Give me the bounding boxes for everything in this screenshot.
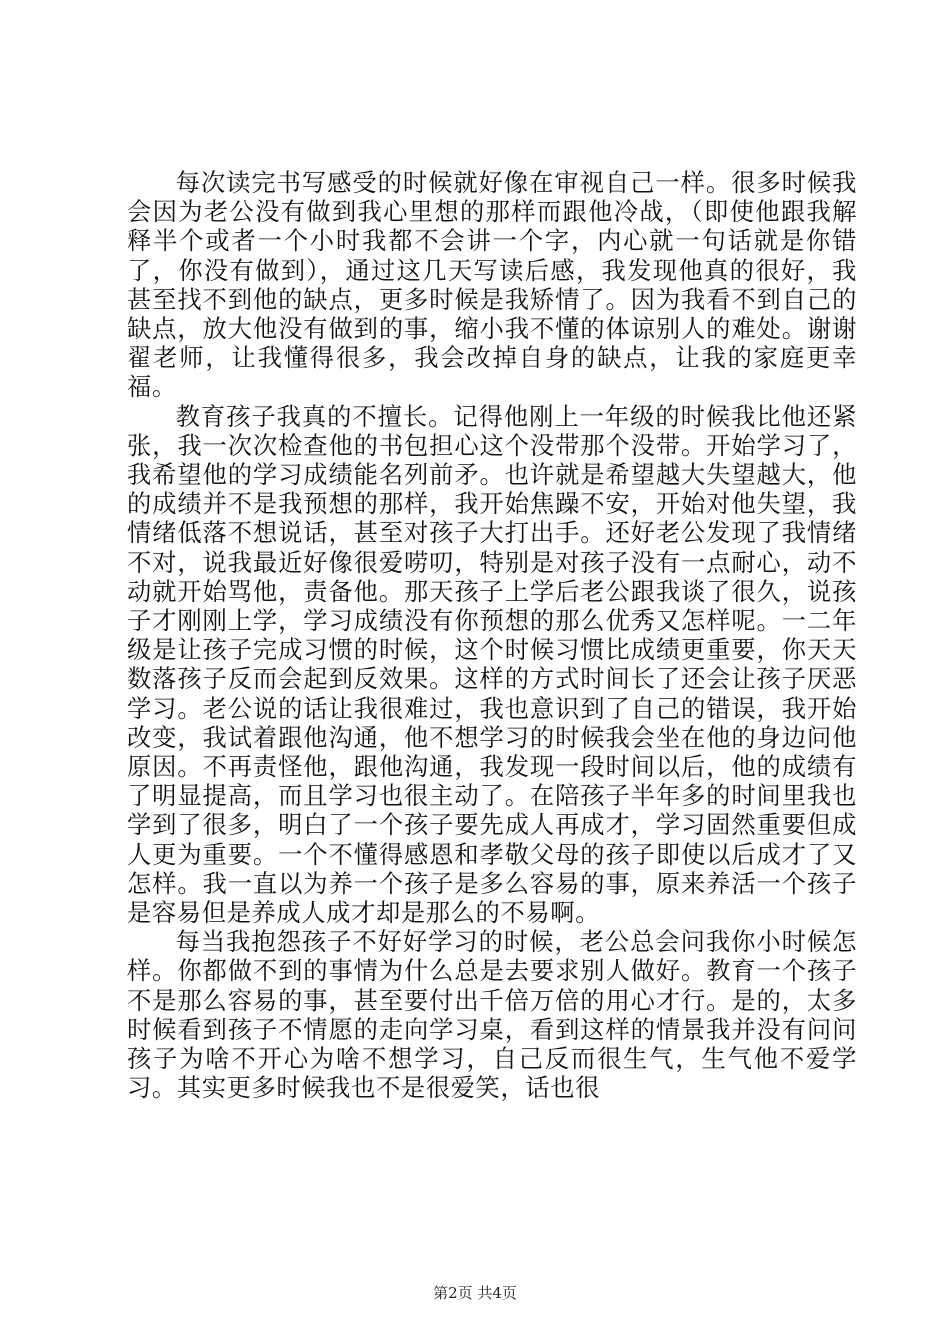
paragraph: 教育孩子我真的不擅长。记得他刚上一年级的时候我比他还紧张，我一次次检查他的书包担心这个没带那个没带。开始学习了，我希望他的学习成绩能名列前矛。也许就是希望越大失望越大，他的成绩并不是我预想的那样，我开始焦躁不安，开始对他失望，我情绪低落不想说话，甚至对孩子大打出手。还好老公发现了我情绪不对，说我最近好像很爱唠叨，特别是对孩子没有一点耐心，动不动就开始骂他，责备他。那天孩子上学后老公跟我谈了很久，说孩子才刚刚上学，学习成绩没有你预想的那么优秀又怎样呢。一二年级是让孩子完成习惯的时候，这个时候习惯比成绩更重要，你天天数落孩子反而会起到反效果。这样的方式时间长了还会让孩子厌恶学习。老公说的话让我很难过，我也意识到了自己的错误，我开始改变，我试着跟他沟通，他不想学习的时候我会坐在他的身边问他原因。不再责怪他，跟他沟通，我发现一段时间以后，他的成绩有了明显提高，而且学习也很主动了。在陪孩子半年多的时间里我也学到了很多，明白了一个孩子要先成人再成才，学习固然重要但成人更为重要。一个不懂得感恩和孝敬父母的孩子即使以后成才了又怎样。我一直以为养一个孩子是多么容易的事，原来养活一个孩子是容易但是养成人成才却是那么的不易啊。 [127,401,857,928]
page-number-footer: 第2页 共4页 [433,1284,517,1302]
document-body [127,168,857,1103]
paragraph: 每次读完书写感受的时候就好像在审视自己一样。很多时候我会因为老公没有做到我心里想的那样而跟他冷战，（即使他跟我解释半个或者一个小时我都不会讲一个字，内心就一句话就是你错了，你没有做到），通过这几天写读后感，我发现他真的很好，我甚至找不到他的缺点，更多时候是我矫情了。因为我看不到自己的缺点，放大他没有做到的事，缩小我不懂的体谅别人的难处。谢谢翟老师，让我懂得很多，我会改掉自身的缺点，让我的家庭更幸福。 [127,168,857,402]
paragraph: 每当我抱怨孩子不好好学习的时候，老公总会问我你小时候怎样。你都做不到的事情为什么总是去要求别人做好。教育一个孩子不是那么容易的事，甚至要付出千倍万倍的用心才行。是的，太多时候看到孩子不情愿的走向学习桌，看到这样的情景我并没有问问孩子为啥不开心为啥不想学习，自己反而很生气，生气他不爱学习。其实更多时候我也不是很爱笑，话也很 [127,927,857,1103]
